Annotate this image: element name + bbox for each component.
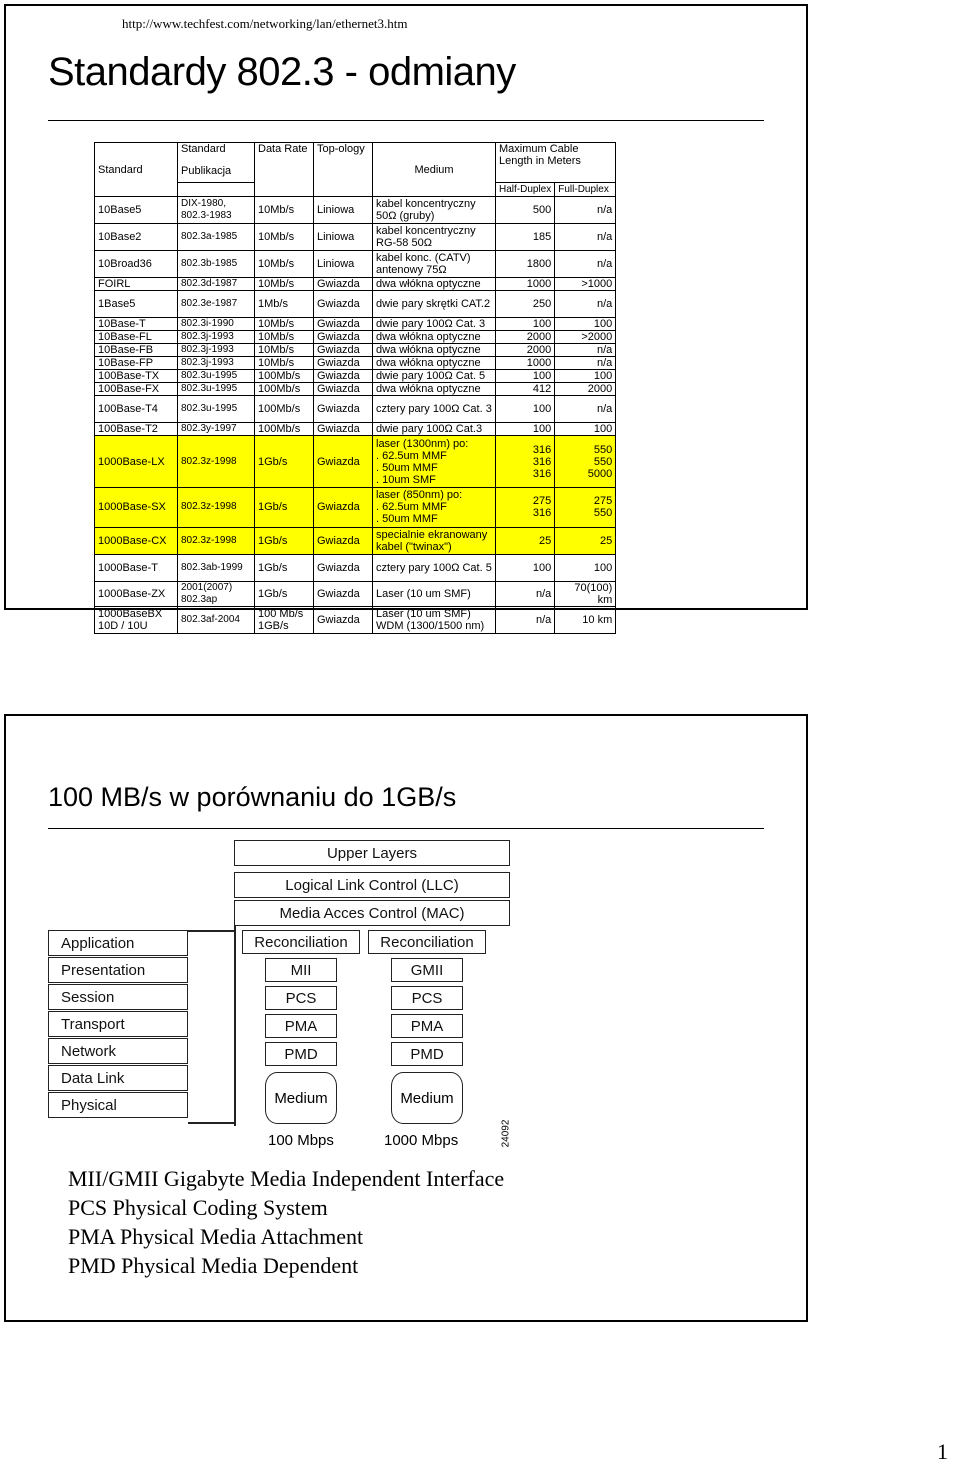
cell-publication: 802.3j-1993 bbox=[178, 331, 255, 344]
cell-full-duplex: >1000 bbox=[555, 278, 616, 291]
cell-data-rate: 100Mb/s bbox=[255, 370, 314, 383]
cell-data-rate: 10Mb/s bbox=[255, 344, 314, 357]
table-row bbox=[95, 251, 616, 278]
cell-standard: FOIRL bbox=[95, 278, 178, 291]
cell-half-duplex: 1000 bbox=[496, 278, 555, 291]
rightStack-gmii: GMII bbox=[391, 958, 463, 982]
cell-half-duplex: 100 bbox=[496, 554, 555, 581]
cell-half-duplex: 2000 bbox=[496, 331, 555, 344]
cell-standard: 1000BaseBX 10D / 10U bbox=[95, 606, 178, 633]
definition-pcs: PCS Physical Coding System bbox=[68, 1195, 328, 1220]
cell-medium: dwie pary skrętki CAT.2 bbox=[373, 291, 496, 318]
cell-data-rate: 10Mb/s bbox=[255, 357, 314, 370]
cell-topology: Gwiazda bbox=[314, 606, 373, 633]
cell-data-rate: 1Gb/s bbox=[255, 554, 314, 581]
connector-left-border bbox=[234, 926, 236, 1126]
cell-data-rate: 10Mb/s bbox=[255, 318, 314, 331]
header-medium: Medium bbox=[373, 143, 496, 197]
cell-standard: 10Base-FB bbox=[95, 344, 178, 357]
cell-full-duplex: 550 550 5000 bbox=[555, 436, 616, 488]
cell-publication: 802.3j-1993 bbox=[178, 357, 255, 370]
cell-medium: Laser (10 um SMF) bbox=[373, 581, 496, 606]
slide-title: Standardy 802.3 - odmiany bbox=[48, 50, 516, 94]
cell-medium: dwie pary 100Ω Cat. 5 bbox=[373, 370, 496, 383]
cell-data-rate: 100Mb/s bbox=[255, 423, 314, 436]
cell-medium: specialnie ekranowany kabel ("twinax") bbox=[373, 527, 496, 554]
cell-topology: Gwiazda bbox=[314, 318, 373, 331]
header-standard-pub: Standard Publikacja bbox=[178, 143, 255, 183]
slide-standards-table bbox=[4, 4, 808, 632]
cell-publication: 802.3af-2004 bbox=[178, 606, 255, 633]
definitions-list bbox=[68, 1164, 504, 1280]
cell-data-rate: 10Mb/s bbox=[255, 197, 314, 224]
header-half-duplex: Half-Duplex bbox=[496, 183, 555, 197]
cell-data-rate: 1Gb/s bbox=[255, 488, 314, 528]
cell-publication: 802.3u-1995 bbox=[178, 370, 255, 383]
cell-topology: Gwiazda bbox=[314, 396, 373, 423]
leftStack-pmd: PMD bbox=[265, 1042, 337, 1066]
header-publikacja-spacer bbox=[178, 183, 255, 197]
definition-pmd: PMD Physical Media Dependent bbox=[68, 1253, 359, 1278]
leftStack-medium: Medium bbox=[265, 1072, 337, 1124]
cell-full-duplex: 2000 bbox=[555, 383, 616, 396]
cell-topology: Liniowa bbox=[314, 197, 373, 224]
cell-publication: 802.3z-1998 bbox=[178, 436, 255, 488]
cell-topology: Liniowa bbox=[314, 224, 373, 251]
header-standard: Standard bbox=[95, 143, 178, 197]
cell-full-duplex: 275 550 bbox=[555, 488, 616, 528]
cell-full-duplex: 25 bbox=[555, 527, 616, 554]
table-row bbox=[95, 357, 616, 370]
cell-data-rate: 1Gb/s bbox=[255, 436, 314, 488]
table-row bbox=[95, 606, 616, 633]
definition-mii: MII/GMII Gigabyte Media Independent Interface bbox=[68, 1166, 505, 1191]
connector-bottom bbox=[188, 1122, 234, 1124]
cell-publication: 802.3u-1995 bbox=[178, 396, 255, 423]
osi-layer-physical: Physical bbox=[48, 1092, 188, 1118]
cell-topology: Gwiazda bbox=[314, 370, 373, 383]
cell-half-duplex: 500 bbox=[496, 197, 555, 224]
cell-standard: 10Base-T bbox=[95, 318, 178, 331]
table-row bbox=[95, 383, 616, 396]
cell-standard: 1000Base-T bbox=[95, 554, 178, 581]
cell-publication: 802.3z-1998 bbox=[178, 488, 255, 528]
osi-layer-application: Application bbox=[48, 930, 188, 956]
cell-standard: 1000Base-LX bbox=[95, 436, 178, 488]
cell-medium: kabel koncentryczny 50Ω (gruby) bbox=[373, 197, 496, 224]
leftStack-pma: PMA bbox=[265, 1014, 337, 1038]
page-number: 1 bbox=[937, 1439, 948, 1464]
cell-topology: Gwiazda bbox=[314, 488, 373, 528]
cell-topology: Gwiazda bbox=[314, 357, 373, 370]
table-row bbox=[95, 488, 616, 528]
cell-standard: 100Base-FX bbox=[95, 383, 178, 396]
cell-full-duplex: n/a bbox=[555, 396, 616, 423]
cell-standard: 1Base5 bbox=[95, 291, 178, 318]
cell-full-duplex: 100 bbox=[555, 318, 616, 331]
table-row bbox=[95, 436, 616, 488]
table-row bbox=[95, 370, 616, 383]
cell-standard: 1000Base-ZX bbox=[95, 581, 178, 606]
cell-topology: Gwiazda bbox=[314, 581, 373, 606]
cell-medium: laser (1300nm) po: . 62.5um MMF . 50um MMF . 10um SMF bbox=[373, 436, 496, 488]
cell-standard: 1000Base-CX bbox=[95, 527, 178, 554]
cell-medium: dwa włókna optyczne bbox=[373, 331, 496, 344]
right-speed-label: 1000 Mbps bbox=[384, 1132, 459, 1149]
rightStack-pma: PMA bbox=[391, 1014, 463, 1038]
table-row bbox=[95, 224, 616, 251]
cell-full-duplex: 100 bbox=[555, 554, 616, 581]
cell-publication: DIX-1980, 802.3-1983 bbox=[178, 197, 255, 224]
title-divider bbox=[48, 120, 764, 121]
cell-medium: cztery pary 100Ω Cat. 3 bbox=[373, 396, 496, 423]
cell-full-duplex: n/a bbox=[555, 224, 616, 251]
source-url: http://www.techfest.com/networking/lan/ethernet3.htm bbox=[122, 16, 408, 31]
cell-standard: 100Base-T2 bbox=[95, 423, 178, 436]
cell-publication: 802.3y-1997 bbox=[178, 423, 255, 436]
cell-data-rate: 100 Mb/s 1GB/s bbox=[255, 606, 314, 633]
osi-layer-session: Session bbox=[48, 984, 188, 1010]
left-speed-label: 100 Mbps bbox=[268, 1132, 334, 1149]
cell-standard: 10Base2 bbox=[95, 224, 178, 251]
cell-half-duplex: 1800 bbox=[496, 251, 555, 278]
cell-half-duplex: 100 bbox=[496, 423, 555, 436]
cell-standard: 10Base-FL bbox=[95, 331, 178, 344]
layer-diagram bbox=[42, 840, 522, 1152]
osi-layer-presentation: Presentation bbox=[48, 957, 188, 983]
table-row bbox=[95, 197, 616, 224]
cell-medium: kabel konc. (CATV) antenowy 75Ω bbox=[373, 251, 496, 278]
leftStack-pcs: PCS bbox=[265, 986, 337, 1010]
rightStack-medium: Medium bbox=[391, 1072, 463, 1124]
table-row bbox=[95, 527, 616, 554]
cell-data-rate: 10Mb/s bbox=[255, 251, 314, 278]
cell-standard: 1000Base-SX bbox=[95, 488, 178, 528]
cell-half-duplex: n/a bbox=[496, 581, 555, 606]
cell-topology: Gwiazda bbox=[314, 436, 373, 488]
figure-code: 24092 bbox=[500, 1119, 512, 1148]
table-row bbox=[95, 278, 616, 291]
cell-publication: 2001(2007) 802.3ap bbox=[178, 581, 255, 606]
leftStack-mii: MII bbox=[265, 958, 337, 982]
cell-half-duplex: 316 316 316 bbox=[496, 436, 555, 488]
cell-full-duplex: n/a bbox=[555, 357, 616, 370]
header-full-duplex: Full-Duplex bbox=[555, 183, 616, 197]
cell-topology: Gwiazda bbox=[314, 554, 373, 581]
header-data-rate: Data Rate bbox=[255, 143, 314, 197]
cell-full-duplex: n/a bbox=[555, 344, 616, 357]
cell-standard: 10Base5 bbox=[95, 197, 178, 224]
cell-publication: 802.3e-1987 bbox=[178, 291, 255, 318]
cell-medium: Laser (10 um SMF) WDM (1300/1500 nm) bbox=[373, 606, 496, 633]
cell-half-duplex: 100 bbox=[496, 370, 555, 383]
cell-publication: 802.3i-1990 bbox=[178, 318, 255, 331]
cell-standard: 100Base-T4 bbox=[95, 396, 178, 423]
cell-data-rate: 10Mb/s bbox=[255, 331, 314, 344]
cell-data-rate: 1Gb/s bbox=[255, 527, 314, 554]
cell-medium: laser (850nm) po: . 62.5um MMF . 50um MMF bbox=[373, 488, 496, 528]
cell-data-rate: 1Gb/s bbox=[255, 581, 314, 606]
cell-half-duplex: 100 bbox=[496, 396, 555, 423]
cell-topology: Gwiazda bbox=[314, 331, 373, 344]
cell-topology: Gwiazda bbox=[314, 527, 373, 554]
cell-full-duplex: n/a bbox=[555, 251, 616, 278]
cell-half-duplex: 1000 bbox=[496, 357, 555, 370]
cell-data-rate: 100Mb/s bbox=[255, 383, 314, 396]
upper-layers-box: Upper Layers bbox=[234, 840, 510, 866]
cell-publication: 802.3z-1998 bbox=[178, 527, 255, 554]
table-row bbox=[95, 554, 616, 581]
definition-pma: PMA Physical Media Attachment bbox=[68, 1224, 364, 1249]
cell-full-duplex: n/a bbox=[555, 291, 616, 318]
cell-medium: dwa włókna optyczne bbox=[373, 357, 496, 370]
rightStack-pcs: PCS bbox=[391, 986, 463, 1010]
cell-half-duplex: 100 bbox=[496, 318, 555, 331]
cell-half-duplex: 2000 bbox=[496, 344, 555, 357]
rightStack-pmd: PMD bbox=[391, 1042, 463, 1066]
slide-title-2: 100 MB/s w porównaniu do 1GB/s bbox=[48, 782, 457, 812]
cell-topology: Gwiazda bbox=[314, 291, 373, 318]
standards-table bbox=[94, 142, 616, 634]
table-row bbox=[95, 581, 616, 606]
cell-medium: kabel koncentryczny RG-58 50Ω bbox=[373, 224, 496, 251]
cell-standard: 10Broad36 bbox=[95, 251, 178, 278]
standards-table-body bbox=[95, 197, 616, 634]
mac-box: Media Acces Control (MAC) bbox=[234, 900, 510, 926]
cell-half-duplex: 250 bbox=[496, 291, 555, 318]
cell-half-duplex: 185 bbox=[496, 224, 555, 251]
cell-data-rate: 10Mb/s bbox=[255, 224, 314, 251]
header-max-cable: Maximum Cable Length in Meters bbox=[496, 143, 616, 183]
title-divider-2 bbox=[48, 828, 764, 829]
cell-full-duplex: 100 bbox=[555, 370, 616, 383]
cell-topology: Gwiazda bbox=[314, 383, 373, 396]
osi-stack bbox=[48, 930, 188, 1118]
cell-publication: 802.3j-1993 bbox=[178, 344, 255, 357]
cell-topology: Gwiazda bbox=[314, 423, 373, 436]
cell-half-duplex: 412 bbox=[496, 383, 555, 396]
cell-medium: dwa włókna optyczne bbox=[373, 344, 496, 357]
osi-layer-data-link: Data Link bbox=[48, 1065, 188, 1091]
osi-layer-network: Network bbox=[48, 1038, 188, 1064]
cell-half-duplex: 25 bbox=[496, 527, 555, 554]
cell-medium: dwie pary 100Ω Cat.3 bbox=[373, 423, 496, 436]
cell-full-duplex: n/a bbox=[555, 197, 616, 224]
cell-publication: 802.3b-1985 bbox=[178, 251, 255, 278]
cell-medium: dwa włókna optyczne bbox=[373, 278, 496, 291]
cell-publication: 802.3a-1985 bbox=[178, 224, 255, 251]
cell-data-rate: 1Mb/s bbox=[255, 291, 314, 318]
table-row bbox=[95, 291, 616, 318]
leftStack-reconciliation: Reconciliation bbox=[242, 930, 360, 954]
table-row bbox=[95, 396, 616, 423]
slide-comparison bbox=[4, 714, 808, 1322]
table-row bbox=[95, 331, 616, 344]
header-topology: Top-ology bbox=[314, 143, 373, 197]
cell-publication: 802.3d-1987 bbox=[178, 278, 255, 291]
rightStack-reconciliation: Reconciliation bbox=[368, 930, 486, 954]
cell-full-duplex: 10 km bbox=[555, 606, 616, 633]
cell-full-duplex: >2000 bbox=[555, 331, 616, 344]
cell-publication: 802.3u-1995 bbox=[178, 383, 255, 396]
table-row bbox=[95, 344, 616, 357]
cell-medium: dwa włókna optyczne bbox=[373, 383, 496, 396]
cell-medium: cztery pary 100Ω Cat. 5 bbox=[373, 554, 496, 581]
table-row bbox=[95, 423, 616, 436]
cell-publication: 802.3ab-1999 bbox=[178, 554, 255, 581]
cell-half-duplex: 275 316 bbox=[496, 488, 555, 528]
cell-data-rate: 10Mb/s bbox=[255, 278, 314, 291]
llc-box: Logical Link Control (LLC) bbox=[234, 872, 510, 898]
cell-full-duplex: 100 bbox=[555, 423, 616, 436]
cell-data-rate: 100Mb/s bbox=[255, 396, 314, 423]
cell-full-duplex: 70(100) km bbox=[555, 581, 616, 606]
cell-standard: 100Base-TX bbox=[95, 370, 178, 383]
cell-topology: Gwiazda bbox=[314, 344, 373, 357]
table-row bbox=[95, 318, 616, 331]
cell-standard: 10Base-FP bbox=[95, 357, 178, 370]
connector-top bbox=[188, 930, 234, 932]
cell-half-duplex: n/a bbox=[496, 606, 555, 633]
osi-layer-transport: Transport bbox=[48, 1011, 188, 1037]
cell-medium: dwie pary 100Ω Cat. 3 bbox=[373, 318, 496, 331]
cell-topology: Liniowa bbox=[314, 251, 373, 278]
cell-topology: Gwiazda bbox=[314, 278, 373, 291]
